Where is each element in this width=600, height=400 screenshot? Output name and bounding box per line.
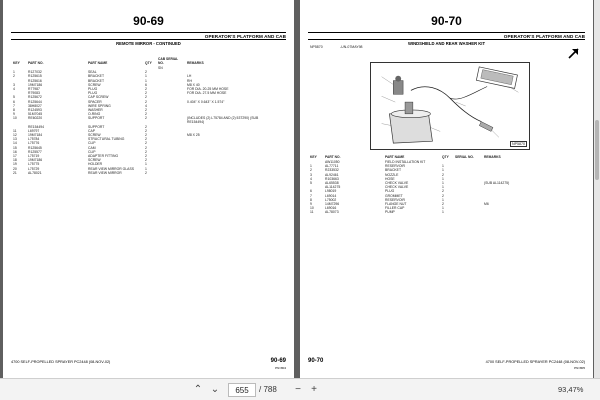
header-key: KEY [13, 61, 20, 65]
cell-qty: 1 [442, 210, 444, 215]
cell-qty: 2 [145, 137, 147, 142]
cell-key: 5 [13, 95, 15, 100]
footer-page-number: 90-69 [270, 358, 286, 364]
header-part-name: PART NAME [88, 61, 108, 65]
cell-qty: 2 [442, 193, 444, 198]
page-90-70 [300, 0, 593, 378]
cell-qty: 1 [442, 197, 444, 202]
cell-qty: 2 [145, 133, 147, 137]
cell-part-name: BRACKET [88, 74, 105, 79]
cell-part-name: PUMP [385, 210, 395, 215]
cell-qty: 2 [145, 112, 147, 117]
section-title: OPERATOR'S PLATFORM AND CAB [503, 34, 585, 39]
cell-part-name: RESERVOIR [385, 197, 405, 202]
cell-qty: 1 [145, 78, 147, 83]
cell-part-no: AL78073 [325, 210, 339, 215]
cell-part-name: GROMMET [385, 193, 403, 198]
chevron-up-icon[interactable]: ⌃ [193, 384, 203, 395]
parts-table [11, 48, 286, 175]
cell-qty: 2 [145, 149, 147, 154]
cell-key: 3 [310, 172, 312, 177]
cell-part-no: 14M7296 [325, 201, 340, 206]
cell-part-no: L75776 [28, 141, 40, 146]
cell-key: 2 [310, 168, 312, 173]
exploded-view-drawing [371, 63, 529, 149]
table-row [308, 210, 585, 214]
header-serial: CAB SERIAL NO. [158, 57, 179, 65]
table-row [11, 171, 286, 175]
cell-part-name: CAP SCREW [88, 95, 109, 100]
cell-key: 1 [310, 164, 312, 169]
washer-kit-illustration [370, 62, 530, 150]
header-qty: QTY [442, 155, 449, 159]
cell-part-name: SEAL [88, 70, 97, 75]
cell-part-no: R125644 [28, 99, 42, 104]
cell-part-name: FILLER CAP [385, 206, 405, 211]
cell-part-name: STRUCTURAL TUBING [88, 137, 125, 142]
cell-key: 18 [13, 158, 17, 163]
cell-key: 1 [13, 70, 15, 75]
parts-table [308, 152, 585, 214]
scrollbar-thumb[interactable] [595, 120, 599, 180]
cell-qty: 2 [145, 99, 147, 104]
cell-key: 11 [13, 128, 17, 133]
cell-key: 16 [13, 149, 17, 154]
cell-part-no: 19M7186 [28, 82, 43, 87]
viewer-toolbar [0, 378, 600, 400]
cell-part-name: NOZZLE [385, 172, 399, 177]
cell-qty: 2 [145, 107, 147, 112]
cell-part-name: BRACKET [88, 78, 105, 83]
header-qty: QTY [145, 61, 152, 65]
cell-qty: 2 [145, 128, 147, 133]
cell-qty: 2 [145, 91, 147, 96]
cell-part-no: 19M7184 [28, 133, 43, 137]
header-remarks: REMARKS [484, 155, 501, 159]
page-number: 90-70 [431, 14, 462, 28]
cell-part-no: R127032 [28, 70, 42, 75]
cell-remarks: FOR DIA. 20-25 MM HOSE [187, 86, 229, 91]
cell-qty: 1 [145, 162, 147, 167]
cell-key: 9 [310, 201, 312, 206]
cell-qty: 2 [145, 86, 147, 91]
divider [11, 32, 286, 33]
cell-key: 13 [13, 137, 17, 142]
cell-part-name: REAR VIEW MIRROR [88, 170, 122, 175]
cell-qty: 1 [145, 74, 147, 79]
cell-qty: 2 [145, 70, 147, 75]
cell-key: 5 [310, 180, 312, 185]
cell-qty: 2 [145, 158, 147, 163]
cell-part-no: R125645 [28, 145, 42, 150]
cell-remarks: LH [187, 74, 192, 79]
cell-qty: 6 [145, 82, 147, 87]
header-part-name: PART NAME [385, 155, 405, 159]
footer-title: 4700 SELF-PROPELLED SPRAYER PC2448 (08-NOV-02) [485, 360, 585, 364]
cell-part-no: R77987 [28, 86, 40, 91]
cell-remarks: M6 [484, 201, 489, 206]
cell-part-no: R79083 [28, 91, 40, 96]
cell-part-name: WASHER [88, 107, 103, 112]
cell-part-name: SPACER [88, 99, 102, 104]
plus-icon[interactable]: + [311, 384, 317, 395]
cell-part-no: L75002 [325, 197, 337, 202]
footer-page-code: PN=804 [275, 366, 286, 370]
cell-part-name: CAP [88, 128, 95, 133]
cell-part-no: L75784 [28, 137, 40, 142]
cell-qty: 2 [145, 170, 147, 175]
cell-part-name: SCREW [88, 158, 101, 163]
cell-key: 20 [13, 166, 17, 171]
cell-remarks: (SUB AL114275) [484, 180, 510, 185]
cell-remarks: M8 X 40 [187, 82, 200, 87]
cell-key: 17 [13, 153, 17, 158]
cell-qty: 1 [442, 185, 444, 190]
cell-part-no: AL65538 [325, 180, 339, 185]
cell-part-no: AL77711 [325, 164, 339, 169]
cell-part-no: L75729 [28, 166, 40, 171]
cell-key: 19 [13, 162, 17, 167]
cell-qty: 1 [442, 176, 444, 181]
cell-part-no: R125615 [28, 74, 42, 79]
cell-part-name: RESERVOIR [385, 164, 405, 169]
cell-qty: 1 [442, 164, 444, 169]
cell-key: 10 [13, 116, 17, 121]
page-direction-arrow-icon [567, 46, 581, 60]
cell-key: 7 [310, 193, 312, 198]
cell-key: 4 [13, 86, 15, 91]
cell-key: 9 [13, 112, 15, 117]
table-header [308, 152, 585, 160]
cell-part-no: R125672 [28, 95, 42, 100]
cell-part-name: BRACKET [385, 168, 402, 173]
cell-remarks: RH [187, 78, 192, 83]
table-body [308, 160, 585, 214]
cell-part-no: AL92461 [325, 172, 339, 177]
cell-qty: 1 [145, 166, 147, 171]
footer-page-code: PN=805 [574, 366, 585, 370]
header-remarks: REMARKS [187, 61, 204, 65]
footer-title: 4700 SELF-PROPELLED SPRAYER PC2448 (08-NOV-02) [11, 360, 111, 364]
cell-key: 8 [13, 107, 15, 112]
cell-part-name: WIRE SPRING [88, 103, 111, 108]
cell-part-no: R125616 [28, 78, 42, 83]
divider [308, 32, 585, 33]
vertical-scrollbar[interactable] [594, 0, 600, 378]
table-header [11, 48, 286, 66]
cell-serial: SN [158, 66, 163, 70]
cell-key: 8 [310, 197, 312, 202]
cell-key: 2 [13, 74, 15, 79]
zoom-level[interactable]: 93,47% [558, 385, 584, 394]
cell-part-name: ADAPTER FITTING [88, 153, 119, 158]
cell-part-no: R233532 [325, 168, 339, 173]
cell-part-no: R124593 [28, 107, 42, 112]
cell-qty: 2 [145, 141, 147, 146]
cell-qty: 2 [145, 124, 147, 129]
cell-part-no: AL114275 [325, 185, 341, 190]
minus-icon[interactable]: − [295, 384, 301, 395]
cell-qty: 2 [442, 172, 444, 177]
cell-key: 12 [13, 133, 17, 137]
footer-page-number: 90-70 [308, 358, 324, 364]
cell-part-name: CLIP [88, 149, 96, 154]
cell-part-name: CAM [88, 145, 96, 150]
cell-qty: 1 [442, 180, 444, 185]
cell-qty: 2 [145, 153, 147, 158]
header-part-no: PART NO. [28, 61, 44, 65]
cell-part-name: PLUG [88, 86, 98, 91]
page-number-input[interactable] [228, 383, 256, 397]
cell-part-name: PLUG [88, 91, 98, 96]
header-part-no: PART NO. [325, 155, 341, 159]
page-number: 90-69 [133, 14, 164, 28]
cell-key: 10 [310, 206, 314, 211]
cell-qty: 2 [442, 189, 444, 194]
cell-remarks: RE154494) [187, 120, 205, 125]
cell-part-no: L69014 [325, 193, 337, 198]
chevron-down-icon[interactable]: ⌄ [210, 384, 220, 395]
table-body [11, 66, 286, 175]
figure-date-ref: -UN-07MAY98 [340, 45, 363, 49]
cell-part-name: HOSE [385, 176, 395, 181]
page-90-69 [3, 0, 294, 378]
cell-part-name: FIELD INSTALLATION KIT [385, 160, 426, 164]
header-key: KEY [310, 155, 317, 159]
cell-qty: 2 [145, 116, 147, 121]
cell-part-no: RE154494 [28, 124, 45, 129]
cell-key: 6 [310, 189, 312, 194]
cell-part-no: L69016 [325, 206, 337, 211]
page-footer [11, 358, 286, 370]
cell-part-name: SCREW [88, 82, 101, 87]
cell-remarks: (INCLUDES (2) L75784 AND (2) 53T290) (SUB [187, 116, 259, 121]
subtitle: REMOTE MIRROR - CONTINUED [116, 41, 181, 46]
figure-ref: NP5870 [310, 45, 323, 49]
cell-key: 6 [13, 99, 15, 104]
cell-part-name: SUPPORT [88, 124, 105, 129]
cell-part-no: 38H8027 [28, 103, 42, 108]
figure-label: NP5870 [512, 142, 525, 146]
header-serial: SERIAL NO. [455, 155, 474, 159]
cell-qty: 1 [442, 206, 444, 211]
cell-qty: 2 [442, 201, 444, 206]
subtitle: WINDSHIELD AND REAR WASHER KIT [407, 41, 486, 46]
cell-remarks: 0.404" X 0.643" X 1.574" [187, 99, 225, 104]
cell-part-no: L69797 [28, 128, 40, 133]
cell-key: 4 [310, 176, 312, 181]
page-total: / 788 [259, 385, 277, 394]
cell-key: 7 [13, 103, 15, 108]
cell-part-no: 51M7045 [28, 112, 43, 117]
divider [308, 39, 585, 40]
cell-part-no: R125577 [28, 149, 42, 154]
cell-part-name: FLANGE NUT [385, 201, 407, 206]
cell-part-no: L75719 [28, 153, 40, 158]
cell-key: 15 [13, 145, 17, 150]
cell-part-name: REAR VIEW MIRROR GLASS [88, 166, 134, 171]
cell-qty: 2 [145, 145, 147, 150]
cell-qty: 4 [145, 103, 147, 108]
cell-part-name: CHECK VALVE [385, 180, 409, 185]
cell-key: 11 [310, 210, 314, 215]
cell-qty: 2 [145, 95, 147, 100]
cell-part-name: CHECK VALVE [385, 185, 409, 190]
cell-key: 3 [13, 82, 15, 87]
cell-part-no: L75775 [28, 162, 40, 167]
cell-part-name: PLUG [385, 189, 395, 194]
cell-part-no: R103663 [325, 176, 339, 181]
cell-part-name: HOLDER [88, 162, 103, 167]
page-footer [308, 358, 585, 370]
section-title: OPERATOR'S PLATFORM AND CAB [204, 34, 286, 39]
cell-part-no: L98019 [325, 189, 337, 194]
cell-part-name: CLIP [88, 141, 96, 146]
cell-key: 21 [13, 170, 17, 175]
cell-part-name: SCREW [88, 133, 101, 137]
cell-qty: 1 [442, 168, 444, 173]
cell-part-no: RE60220 [28, 116, 43, 121]
cell-part-no: 19M7186 [28, 158, 43, 163]
cell-part-no: AL78021 [28, 170, 42, 175]
cell-remarks: M8 X 25 [187, 133, 200, 137]
divider [11, 39, 286, 40]
cell-key: 14 [13, 141, 17, 146]
cell-part-name: O-RING [88, 112, 101, 117]
cell-remarks: FOR DIA. 27.5 MM HOSE [187, 91, 227, 96]
cell-part-name: SUPPORT [88, 116, 105, 121]
cell-part-no: AW11050 [325, 160, 340, 164]
